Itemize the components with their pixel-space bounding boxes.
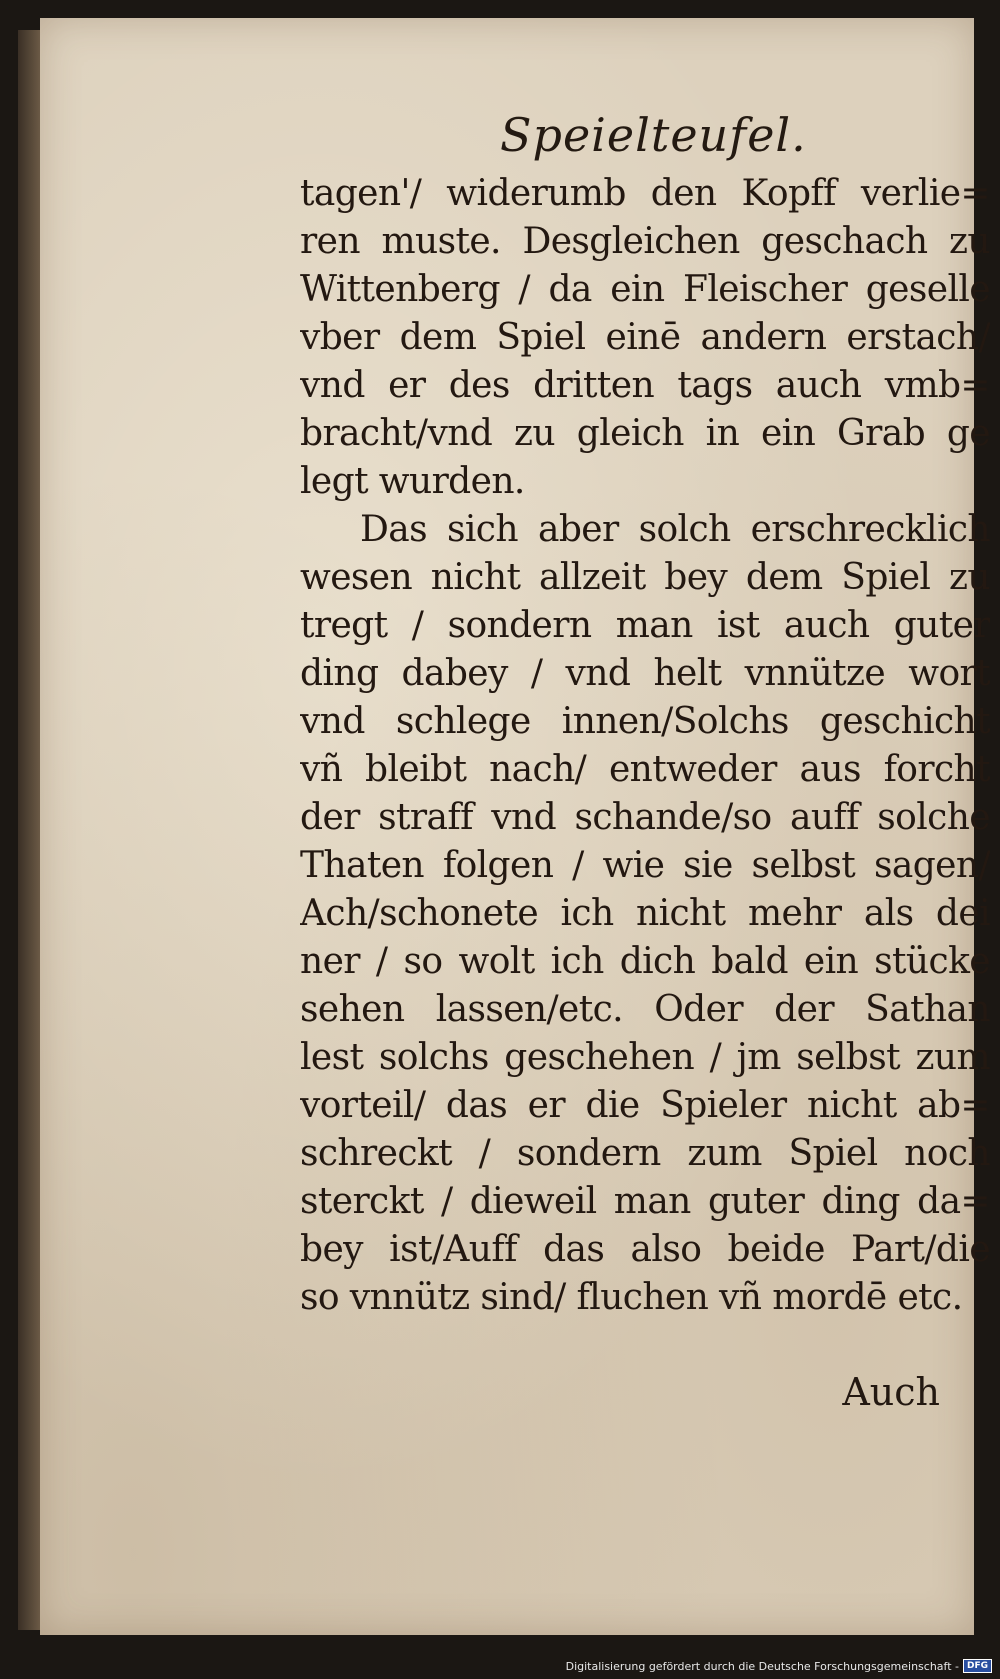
text-line: tregt / sondern man ist auch guter <box>300 605 990 646</box>
text-line: bey ist/Auff das also beide Part/die <box>300 1229 990 1270</box>
text-line: legt wurden. <box>300 461 525 502</box>
page-gutter-shadow <box>18 30 40 1630</box>
text-line: sehen lassen/etc. Oder der Sathan <box>300 989 990 1030</box>
text-line: vorteil/ das er die Spieler nicht ab= <box>300 1085 990 1126</box>
text-line: lest solchs geschehen / jm selbst zum <box>300 1037 990 1078</box>
text-line: bracht/vnd zu gleich in ein Grab ge <box>300 413 990 454</box>
text-line: der straff vnd schande/so auff solche <box>300 797 990 838</box>
text-line: vnd er des dritten tags auch vmb= <box>300 365 990 406</box>
text-line: ner / so wolt ich dich bald ein stücke <box>300 941 990 982</box>
text-line: Thaten folgen / wie sie selbst sagen/ <box>300 845 990 886</box>
body-text <box>300 170 990 1322</box>
dfg-logo: DFG <box>963 1659 992 1673</box>
text-line: wesen nicht allzeit bey dem Spiel zu <box>300 557 990 598</box>
running-head: Speielteufel. <box>500 108 807 162</box>
text-line: ren muste. Desgleichen geschach zu <box>300 221 990 262</box>
text-line: tagen'/ widerumb den Kopff verlie= <box>300 173 990 214</box>
text-line: vber dem Spiel einē andern erstach/ <box>300 317 990 358</box>
text-line: ding dabey / vnd helt vnnütze wort <box>300 653 990 694</box>
text-line: vñ bleibt nach/ entweder aus forcht <box>300 749 990 790</box>
text-line: schreckt / sondern zum Spiel noch <box>300 1133 990 1174</box>
text-line: Ach/schonete ich nicht mehr als dei <box>300 893 990 934</box>
digitization-footer <box>566 1659 992 1673</box>
catchword: Auch <box>842 1370 940 1414</box>
text-line: vnd schlege innen/Solchs geschicht <box>300 701 990 742</box>
text-line: Das sich aber solch erschrecklich <box>360 509 990 550</box>
text-line: so vnnütz sind/ fluchen vñ mordē etc. <box>300 1277 963 1318</box>
footer-text: Digitalisierung gefördert durch die Deutsche Forschungsgemeinschaft - <box>565 1659 959 1673</box>
text-line: Wittenberg / da ein Fleischer geselle <box>300 269 990 310</box>
text-line: sterckt / dieweil man guter ding da= <box>300 1181 990 1222</box>
